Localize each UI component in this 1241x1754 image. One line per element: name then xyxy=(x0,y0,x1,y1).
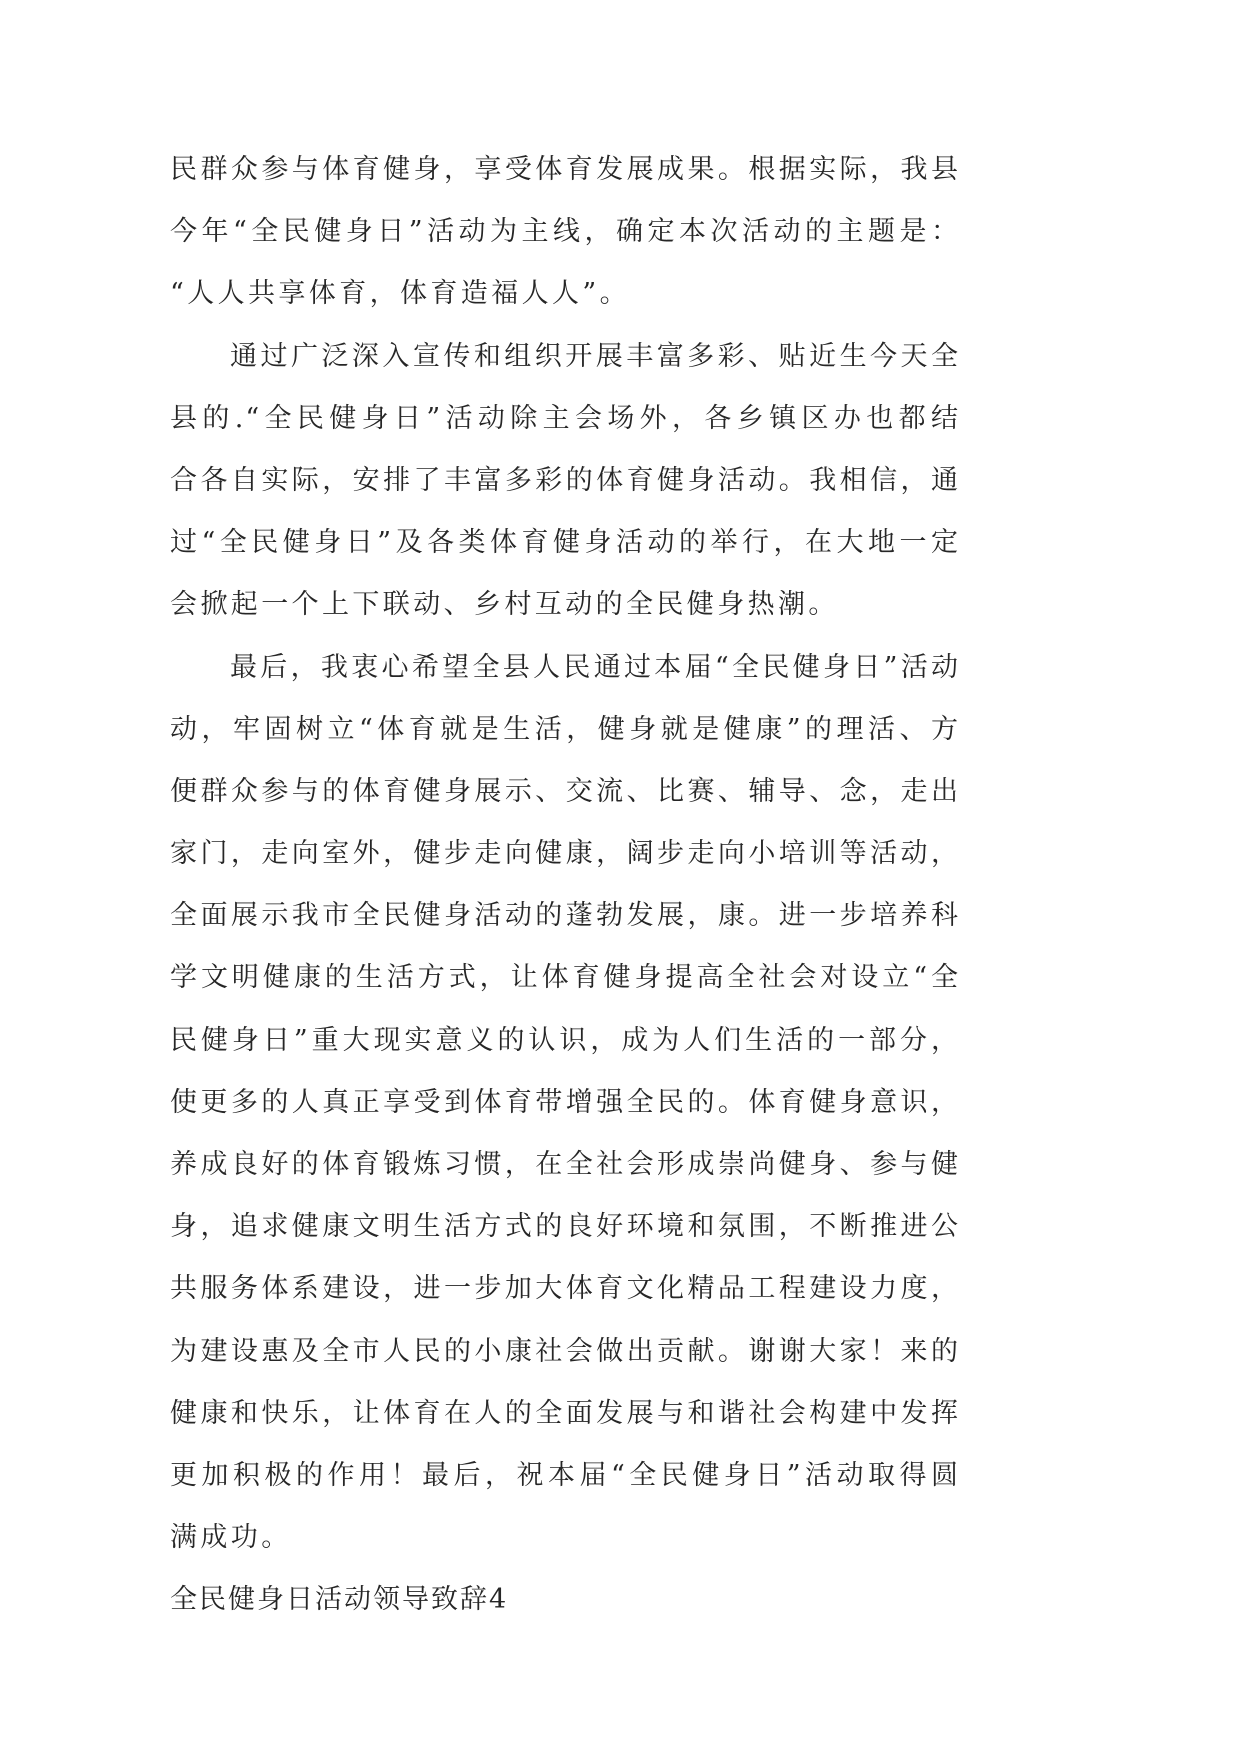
text-line: 共服务体系建设，进一步加大体育文化精品工程建设力度， xyxy=(170,1273,960,1305)
text-line: 县的.“全民健身日”活动除主会场外，各乡镇区办也都结 xyxy=(170,402,960,434)
paragraph-1 xyxy=(170,139,960,326)
text-line: “人人共享体育，体育造福人人”。 xyxy=(170,278,631,310)
text-line: 今年“全民健身日”活动为主线，确定本次活动的主题是： xyxy=(170,216,960,248)
text-line: 民群众参与体育健身，享受体育发展成果。根据实际，我县 xyxy=(170,154,960,185)
text-line: 使更多的人真正享受到体育带增强全民的。体育健身意识， xyxy=(170,1086,960,1118)
text-line: 通过广泛深入宣传和组织开展丰富多彩、贴近生今天全 xyxy=(230,340,960,372)
text-line: 家门，走向室外，健步走向健康，阔步走向小培训等活动， xyxy=(170,838,960,870)
text-line: 身，追求健康文明生活方式的良好环境和氛围，不断推进公 xyxy=(170,1211,960,1243)
text-line: 健康和快乐，让体育在人的全面发展与和谐社会构建中发挥 xyxy=(170,1397,960,1429)
text-line: 为建设惠及全市人民的小康社会做出贡献。谢谢大家！来的 xyxy=(170,1335,960,1367)
section-heading: 全民健身日活动领导致辞4 xyxy=(170,1584,509,1616)
text-line: 全面展示我市全民健身活动的蓬勃发展，康。进一步培养科 xyxy=(170,900,960,932)
paragraph-3 xyxy=(170,637,960,1570)
text-line: 合各自实际，安排了丰富多彩的体育健身活动。我相信，通 xyxy=(170,464,960,496)
text-line: 过“全民健身日”及各类体育健身活动的举行，在大地一定 xyxy=(170,527,960,559)
text-line: 养成良好的体育锻炼习惯，在全社会形成崇尚健身、参与健 xyxy=(170,1149,960,1180)
text-line: 便群众参与的体育健身展示、交流、比赛、辅导、念，走出 xyxy=(170,775,960,807)
text-line: 民健身日”重大现实意义的认识，成为人们生活的一部分， xyxy=(170,1024,960,1056)
text-line: 学文明健康的生活方式，让体育健身提高全社会对设立“全 xyxy=(170,962,960,994)
document-body xyxy=(170,139,960,1632)
text-line: 动，牢固树立“体育就是生活，健身就是健康”的理活、方 xyxy=(170,713,960,745)
paragraph-2 xyxy=(170,326,960,637)
text-line: 更加积极的作用！最后，祝本届“全民健身日”活动取得圆 xyxy=(170,1459,960,1491)
text-line: 最后，我衷心希望全县人民通过本届“全民健身日”活动 xyxy=(230,651,960,683)
text-line: 会掀起一个上下联动、乡村互动的全民健身热潮。 xyxy=(170,589,839,621)
text-line: 满成功。 xyxy=(170,1522,292,1554)
